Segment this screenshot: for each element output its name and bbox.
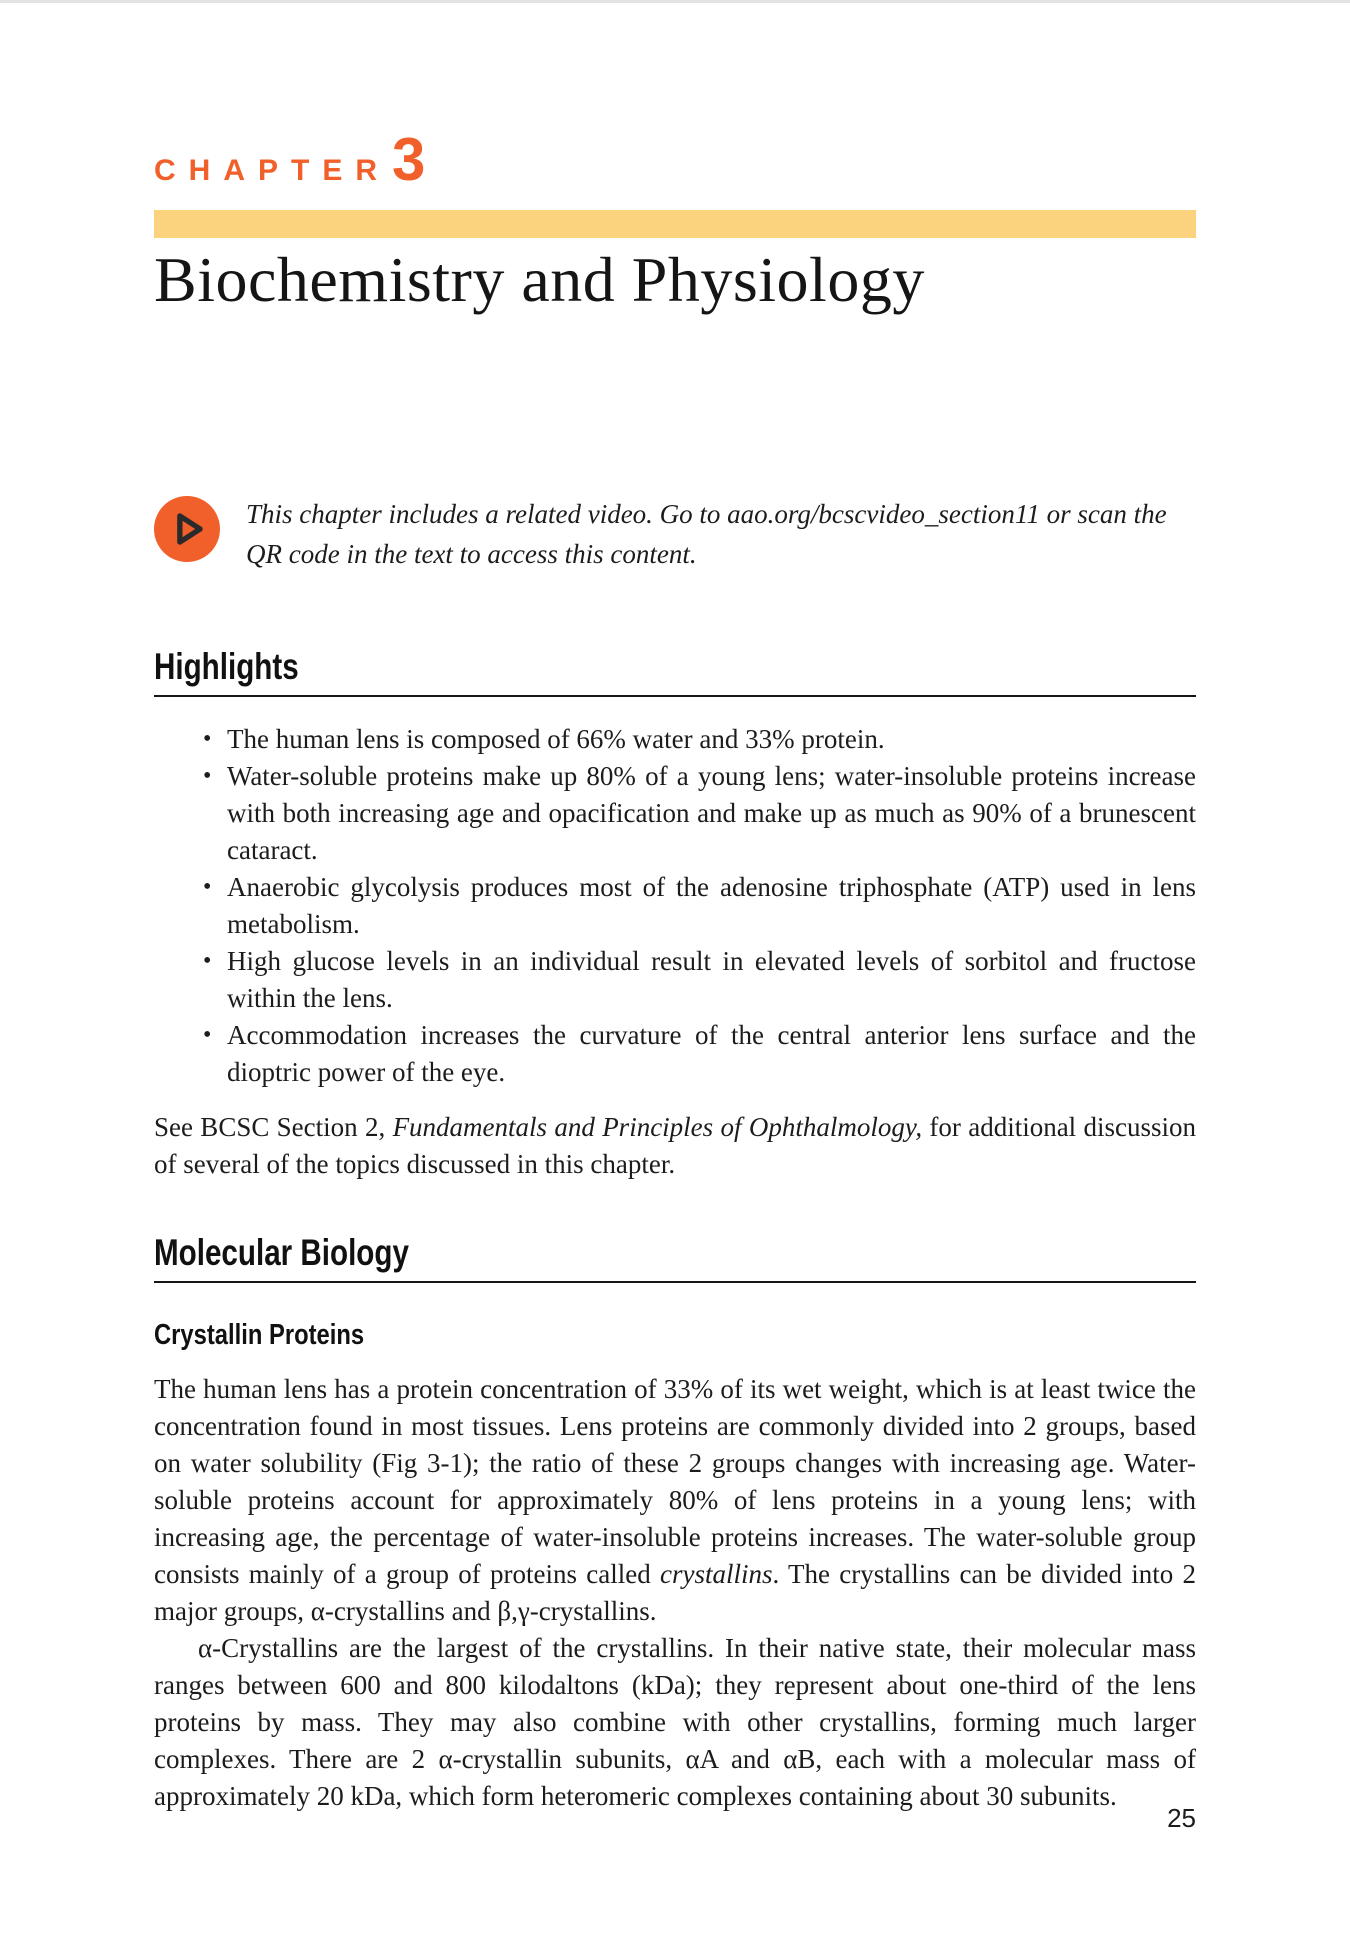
list-item: • High glucose levels in an individual result in elevated levels of sorbitol and fructose within the lens. xyxy=(227,943,1196,1017)
crystallin-paragraph-2: α-Crystallins are the largest of the crystallins. In their native state, their molecular mass ranges between 600 and 800 kilodaltons (kDa); they represent about one-third of the lens proteins by mass. They may also combine with other crystallins, forming much larger complexes. There are 2 α-crystallin subunits, αA and αB, each with a molecular mass of approximately 20 kDa, which form heteromeric complexes containing about 30 subunits. xyxy=(154,1633,1196,1811)
highlights-rule xyxy=(154,695,1196,697)
see-also-book-title: Fundamentals and Principles of Ophthalmology, xyxy=(392,1112,923,1142)
highlights-list xyxy=(154,721,1196,1091)
play-triangle-icon xyxy=(168,510,206,548)
highlights-heading: Highlights xyxy=(154,646,299,687)
see-also-pre: See BCSC Section 2, xyxy=(154,1112,393,1142)
molecular-biology-section xyxy=(154,1233,1196,1815)
molecular-biology-heading: Molecular Biology xyxy=(154,1232,409,1273)
crystallin-p1-part2: . The crystallins can be divided into 2 major groups, α-crystallins and β,γ-crystallins. xyxy=(154,1559,1196,1626)
video-notice xyxy=(154,494,1196,601)
chapter-label: CHAPTER xyxy=(154,154,391,187)
chapter-number: 3 xyxy=(392,126,426,193)
list-item: • Accommodation increases the curvature of the central anterior lens surface and the dioptric power of the eye. xyxy=(227,1017,1196,1091)
page-title: Biochemistry and Physiology xyxy=(154,244,925,315)
molecular-biology-rule xyxy=(154,1281,1196,1283)
page-number: 25 xyxy=(1167,1803,1196,1833)
crystallin-proteins-subheading: Crystallin Proteins xyxy=(154,1319,365,1351)
chapter-head xyxy=(154,125,1196,194)
list-item: • Anaerobic glycolysis produces most of the adenosine triphosphate (ATP) used in lens metabolism. xyxy=(227,869,1196,943)
page-content xyxy=(154,3,1196,1815)
chapter-title-bar xyxy=(154,210,1196,238)
crystallin-p1-part1: The human lens has a protein concentration of 33% of its wet weight, which is at least twice the concentration found in most tissues. Lens proteins are commonly divided into 2 groups, based on water solubility (Fig 3-1); the ratio of these 2 groups changes with increasing age. Water-soluble proteins account for approximately 80% of lens proteins in a young lens; with increasing age, the percentage of water-insoluble proteins increases. The water-soluble group consists mainly of a group of proteins called xyxy=(154,1374,1196,1589)
video-notice-text: This chapter includes a related video. Go to aao.org/bcscvideo_section11 or scan the QR code in the text to access this content. xyxy=(246,499,1167,569)
highlights-section xyxy=(154,647,1196,1183)
see-also-paragraph xyxy=(154,1109,1196,1183)
list-item: • Water-soluble proteins make up 80% of a young lens; water-insoluble proteins increase with both increasing age and opacification and make up as much as 90% of a brunescent cataract. xyxy=(227,758,1196,869)
see-also-post: for additional discussion of several of the topics discussed in this chapter. xyxy=(154,1112,1197,1179)
crystallin-proteins-headwrap xyxy=(154,1319,1196,1351)
crystallin-paragraph-1 xyxy=(154,1371,1196,1630)
crystallin-p1-italic: crystallins xyxy=(660,1559,773,1589)
list-item: • The human lens is composed of 66% water and 33% protein. xyxy=(227,721,1196,758)
play-icon xyxy=(154,496,220,562)
